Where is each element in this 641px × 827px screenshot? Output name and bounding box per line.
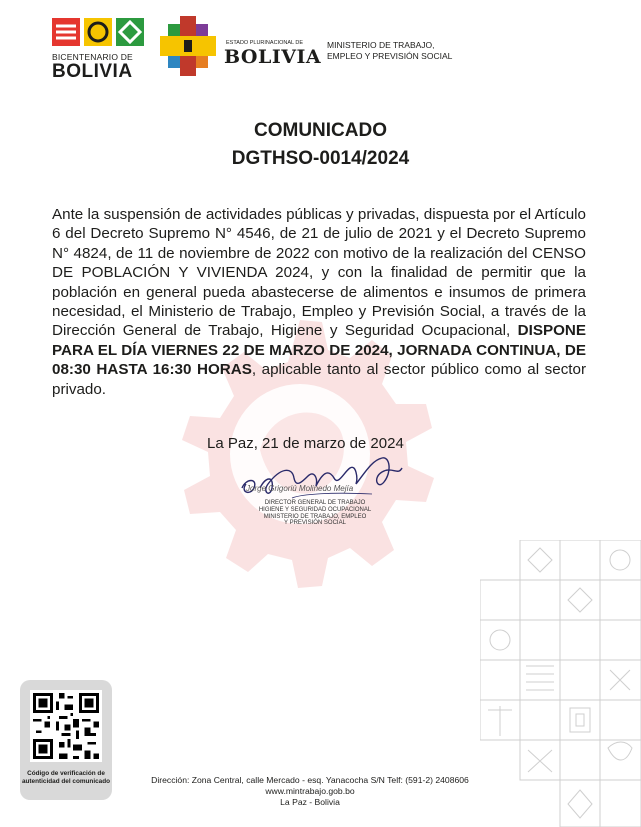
qr-verification-box [20, 680, 112, 800]
signer-title-line: Y PREVISIÓN SOCIAL [284, 520, 346, 527]
signer-title [240, 500, 390, 527]
qr-caption [20, 770, 112, 786]
ministry-name [327, 40, 487, 62]
footer-address: Dirección: Zona Central, calle Mercado - esq. Yanacocha S/N Telf: (591-2) 2408606 [151, 775, 469, 785]
andean-pattern-decoration [480, 540, 641, 827]
ministry-line2: EMPLEO Y PREVISIÓN SOCIAL [327, 51, 453, 61]
document-body [52, 205, 586, 399]
bicentenario-logo [52, 18, 144, 80]
body-intro: Ante la suspensión de actividades públicas y privadas, dispuesta por el Artículo 6 del Decreto Supremo N° 4546, de 21 de julio de 2021 y el Decreto Supremo N° 4824, de 11 de noviembre de 2022 con motivo de la realización del CENSO DE POBLACIÓN Y VIVIENDA 2024, y con la finalidad de permitir que la población en general pueda abastecerse de alimentos e insumos de primera necesidad, el Ministerio de Trabajo, Empleo y Previsión Social, a través de la Dirección General de Trabajo, Higiene y Seguridad Ocupacional, [52, 206, 586, 340]
estado-line2: BOLIVIA [224, 46, 322, 68]
handwritten-signature [232, 448, 412, 508]
bicentenario-squares-icon [52, 18, 144, 46]
signer-title-line: DIRECTOR GENERAL DE TRABAJO [264, 500, 366, 506]
place-date: La Paz, 21 de marzo de 2024 [207, 435, 404, 452]
body-disposition: DISPONE PARA EL DÍA VIERNES 22 DE MARZO DE 2024, JORNADA CONTINUA, DE 08:30 HASTA 16:30 HORAS [52, 322, 586, 379]
ministry-line1: MINISTERIO DE TRABAJO, [327, 40, 435, 50]
footer-website[interactable]: www.mintrabajo.gob.bo [265, 786, 355, 796]
document-title: COMUNICADO [254, 120, 387, 141]
qr-caption-line2: autenticidad del comunicado [21, 778, 111, 785]
estado-line1: ESTADO PLURINACIONAL DE [226, 40, 304, 46]
document-code: DGTHSO-0014/2024 [231, 148, 410, 169]
qr-caption-line1: Código de verificación de [27, 770, 105, 777]
signer-name: Jorge Grigoriú Molinedo Mejía [246, 484, 354, 493]
bicentenario-line2: BOLIVIA [52, 61, 133, 82]
chakana-icon [160, 16, 216, 76]
footer-city: La Paz - Bolivia [280, 797, 340, 807]
bicentenario-line1: BICENTENARIO DE [52, 52, 133, 62]
footer [130, 775, 490, 808]
estado-plurinacional-logo [160, 16, 320, 78]
qr-code-icon[interactable] [30, 690, 102, 762]
signer-title-line: MINISTERIO DE TRABAJO, EMPLEO [263, 513, 367, 520]
signer-title-line: HIGIENE Y SEGURIDAD OCUPACIONAL [258, 506, 372, 513]
body-end: , aplicable tanto al sector público como al sector privado. [52, 361, 587, 398]
